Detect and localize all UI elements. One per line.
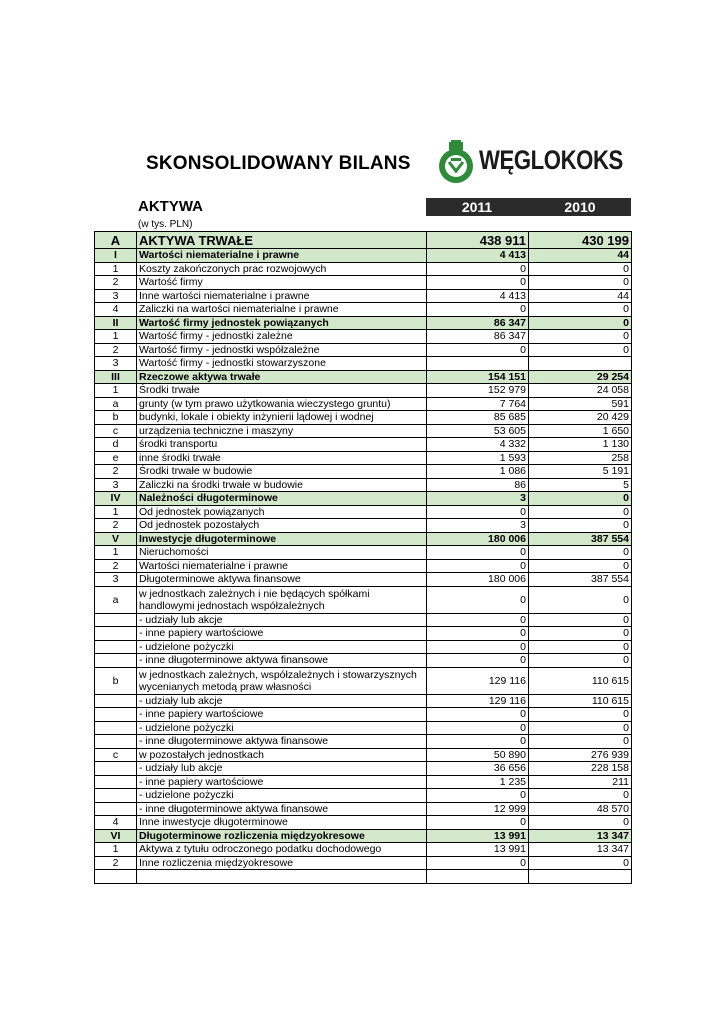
- row-number: IV: [95, 492, 137, 506]
- row-label: Inne inwestycje długoterminowe: [137, 816, 427, 830]
- value-2010: 591: [529, 397, 632, 411]
- row-number: [95, 775, 137, 789]
- table-row: [95, 870, 632, 884]
- row-label: Środki trwałe: [137, 384, 427, 398]
- value-2011: 85 685: [427, 411, 529, 425]
- logo-text: WĘGLOKOKS: [479, 145, 623, 175]
- value-2011: 0: [427, 654, 529, 668]
- row-label: - udziały lub akcje: [137, 613, 427, 627]
- value-2011: 0: [427, 505, 529, 519]
- row-label: Koszty zakończonych prac rozwojowych: [137, 262, 427, 276]
- value-2010: 0: [529, 654, 632, 668]
- row-label: budynki, lokale i obiekty inżynierii lądowej i wodnej: [137, 411, 427, 425]
- table-row: [95, 843, 632, 857]
- table-row: [95, 613, 632, 627]
- value-2010: 258: [529, 451, 632, 465]
- value-2011: 0: [427, 559, 529, 573]
- row-number: V: [95, 532, 137, 546]
- value-2011: 3: [427, 519, 529, 533]
- table-row: [95, 735, 632, 749]
- row-label: urządzenia techniczne i maszyny: [137, 424, 427, 438]
- row-number: b: [95, 411, 137, 425]
- value-2011: 0: [427, 276, 529, 290]
- value-2010: 430 199: [529, 232, 632, 249]
- table-row: [95, 316, 632, 330]
- value-2011: 129 116: [427, 694, 529, 708]
- row-number: 1: [95, 843, 137, 857]
- value-2010: 0: [529, 505, 632, 519]
- row-label: - udzielone pożyczki: [137, 640, 427, 654]
- table-row: [95, 357, 632, 371]
- value-2010: 13 347: [529, 829, 632, 843]
- row-number: c: [95, 424, 137, 438]
- value-2010: 1 130: [529, 438, 632, 452]
- table-row: [95, 289, 632, 303]
- value-2010: 0: [529, 492, 632, 506]
- value-2010: 20 429: [529, 411, 632, 425]
- value-2011: 36 656: [427, 762, 529, 776]
- row-number: 1: [95, 505, 137, 519]
- table-row: [95, 303, 632, 317]
- value-2011: 1 235: [427, 775, 529, 789]
- row-label: AKTYWA TRWAŁE: [137, 232, 427, 249]
- units-note: (w tys. PLN): [138, 219, 193, 230]
- table-row: [95, 694, 632, 708]
- row-number: III: [95, 370, 137, 384]
- row-label: Wartość firmy - jednostki współzależne: [137, 343, 427, 357]
- value-2010: 0: [529, 816, 632, 830]
- table-row: [95, 424, 632, 438]
- year-current: 2011: [461, 199, 493, 215]
- value-2011: 152 979: [427, 384, 529, 398]
- table-row: [95, 802, 632, 816]
- table-row: [95, 708, 632, 722]
- table-row: [95, 816, 632, 830]
- value-2011: 0: [427, 640, 529, 654]
- value-2011: 0: [427, 721, 529, 735]
- row-number: 1: [95, 330, 137, 344]
- row-number: VI: [95, 829, 137, 843]
- table-row: [95, 343, 632, 357]
- row-number: I: [95, 249, 137, 263]
- value-2010: 0: [529, 330, 632, 344]
- row-label: w jednostkach zależnych, współzależnych i stowarzysznych wycenianych metodą praw własności: [137, 667, 427, 694]
- value-2011: 4 332: [427, 438, 529, 452]
- value-2011: 0: [427, 343, 529, 357]
- row-label: Długoterminowe aktywa finansowe: [137, 573, 427, 587]
- table-row: [95, 640, 632, 654]
- row-number: [95, 654, 137, 668]
- row-label: Wartość firmy jednostek powiązanych: [137, 316, 427, 330]
- value-2010: 110 615: [529, 667, 632, 694]
- value-2011: 1 593: [427, 451, 529, 465]
- table-row: [95, 262, 632, 276]
- row-label: Należności długoterminowe: [137, 492, 427, 506]
- row-label: Rzeczowe aktywa trwałe: [137, 370, 427, 384]
- row-number: d: [95, 438, 137, 452]
- row-label: [137, 870, 427, 884]
- value-2010: 44: [529, 249, 632, 263]
- row-label: - udzielone pożyczki: [137, 789, 427, 803]
- row-label: - inne papiery wartościowe: [137, 708, 427, 722]
- value-2011: [427, 357, 529, 371]
- row-number: 2: [95, 856, 137, 870]
- row-number: 3: [95, 357, 137, 371]
- value-2010: 48 570: [529, 802, 632, 816]
- row-number: 2: [95, 276, 137, 290]
- row-label: inne środki trwałe: [137, 451, 427, 465]
- row-label: - inne papiery wartościowe: [137, 775, 427, 789]
- table-row: [95, 775, 632, 789]
- value-2011: 0: [427, 262, 529, 276]
- value-2011: 12 999: [427, 802, 529, 816]
- value-2010: 0: [529, 276, 632, 290]
- row-label: Wartość firmy: [137, 276, 427, 290]
- value-2010: 0: [529, 735, 632, 749]
- row-label: - inne długoterminowe aktywa finansowe: [137, 802, 427, 816]
- row-label: Wartość firmy - jednostki stowarzyszone: [137, 357, 427, 371]
- table-row: [95, 384, 632, 398]
- value-2011: 7 764: [427, 397, 529, 411]
- row-label: - inne papiery wartościowe: [137, 627, 427, 641]
- table-row: [95, 748, 632, 762]
- row-label: Inwestycje długoterminowe: [137, 532, 427, 546]
- row-number: A: [95, 232, 137, 249]
- row-label: Nieruchomości: [137, 546, 427, 560]
- balance-sheet-table: [94, 231, 632, 884]
- section-title: AKTYWA: [138, 198, 203, 215]
- row-number: II: [95, 316, 137, 330]
- row-number: 3: [95, 478, 137, 492]
- value-2010: 211: [529, 775, 632, 789]
- company-emblem-icon: [439, 140, 473, 183]
- row-label: - inne długoterminowe aktywa finansowe: [137, 735, 427, 749]
- table-row: [95, 762, 632, 776]
- table-row: [95, 667, 632, 694]
- table-row: [95, 249, 632, 263]
- table-row: [95, 789, 632, 803]
- row-label: Inne rozliczenia międzyokresowe: [137, 856, 427, 870]
- value-2011: 180 006: [427, 532, 529, 546]
- table-row: [95, 478, 632, 492]
- row-number: [95, 640, 137, 654]
- row-number: 4: [95, 816, 137, 830]
- value-2010: 0: [529, 627, 632, 641]
- row-number: e: [95, 451, 137, 465]
- row-label: Zaliczki na wartości niematerialne i prawne: [137, 303, 427, 317]
- value-2010: 29 254: [529, 370, 632, 384]
- row-label: środki transportu: [137, 438, 427, 452]
- row-number: [95, 694, 137, 708]
- row-number: 3: [95, 289, 137, 303]
- value-2011: 0: [427, 586, 529, 613]
- row-number: a: [95, 397, 137, 411]
- value-2011: 13 991: [427, 829, 529, 843]
- value-2010: 24 058: [529, 384, 632, 398]
- table-row: [95, 232, 632, 249]
- table-row: [95, 532, 632, 546]
- row-number: 1: [95, 384, 137, 398]
- value-2011: 0: [427, 708, 529, 722]
- value-2011: 438 911: [427, 232, 529, 249]
- row-label: - inne długoterminowe aktywa finansowe: [137, 654, 427, 668]
- value-2010: 110 615: [529, 694, 632, 708]
- row-label: - udzielone pożyczki: [137, 721, 427, 735]
- value-2011: 86 347: [427, 330, 529, 344]
- value-2010: 0: [529, 586, 632, 613]
- row-number: [95, 613, 137, 627]
- table-row: [95, 573, 632, 587]
- value-2011: 3: [427, 492, 529, 506]
- row-label: Aktywa z tytułu odroczonego podatku dochodowego: [137, 843, 427, 857]
- value-2010: 228 158: [529, 762, 632, 776]
- value-2011: 180 006: [427, 573, 529, 587]
- row-number: [95, 627, 137, 641]
- table-row: [95, 721, 632, 735]
- row-number: 3: [95, 573, 137, 587]
- value-2011: [427, 870, 529, 884]
- value-2010: 0: [529, 613, 632, 627]
- value-2011: 50 890: [427, 748, 529, 762]
- table-row: [95, 546, 632, 560]
- row-number: 1: [95, 546, 137, 560]
- row-label: Inne wartości niematerialne i prawne: [137, 289, 427, 303]
- table-row: [95, 586, 632, 613]
- year-previous: 2010: [564, 199, 596, 215]
- value-2011: 154 151: [427, 370, 529, 384]
- value-2011: 13 991: [427, 843, 529, 857]
- value-2010: 0: [529, 519, 632, 533]
- row-number: [95, 870, 137, 884]
- value-2010: 13 347: [529, 843, 632, 857]
- row-number: [95, 802, 137, 816]
- value-2011: 4 413: [427, 249, 529, 263]
- value-2010: 0: [529, 721, 632, 735]
- table-row: [95, 829, 632, 843]
- value-2011: 1 086: [427, 465, 529, 479]
- value-2011: 53 605: [427, 424, 529, 438]
- table-row: [95, 438, 632, 452]
- row-number: [95, 708, 137, 722]
- row-number: [95, 789, 137, 803]
- row-label: - udziały lub akcje: [137, 694, 427, 708]
- value-2010: 0: [529, 546, 632, 560]
- table-row: [95, 519, 632, 533]
- value-2010: 5 191: [529, 465, 632, 479]
- value-2010: 387 554: [529, 573, 632, 587]
- value-2010: [529, 870, 632, 884]
- value-2011: 0: [427, 303, 529, 317]
- row-label: Wartości niematerialne i prawne: [137, 249, 427, 263]
- table-row: [95, 276, 632, 290]
- value-2010: 1 650: [529, 424, 632, 438]
- table-row: [95, 627, 632, 641]
- table-row: [95, 397, 632, 411]
- row-number: c: [95, 748, 137, 762]
- row-number: 2: [95, 343, 137, 357]
- table-row: [95, 370, 632, 384]
- value-2011: 129 116: [427, 667, 529, 694]
- value-2010: 276 939: [529, 748, 632, 762]
- value-2011: 0: [427, 627, 529, 641]
- value-2011: 0: [427, 546, 529, 560]
- table-row: [95, 856, 632, 870]
- row-label: Środki trwałe w budowie: [137, 465, 427, 479]
- value-2011: 0: [427, 613, 529, 627]
- row-number: [95, 762, 137, 776]
- value-2010: 0: [529, 708, 632, 722]
- value-2010: 0: [529, 559, 632, 573]
- table-row: [95, 411, 632, 425]
- table-row: [95, 505, 632, 519]
- table-row: [95, 465, 632, 479]
- row-number: 4: [95, 303, 137, 317]
- row-label: w pozostałych jednostkach: [137, 748, 427, 762]
- table-row: [95, 492, 632, 506]
- value-2011: 0: [427, 816, 529, 830]
- row-label: Od jednostek powiązanych: [137, 505, 427, 519]
- row-label: grunty (w tym prawo użytkowania wieczystego gruntu): [137, 397, 427, 411]
- value-2011: 0: [427, 735, 529, 749]
- row-number: 1: [95, 262, 137, 276]
- row-label: - udziały lub akcje: [137, 762, 427, 776]
- value-2010: [529, 357, 632, 371]
- row-label: Zaliczki na środki trwałe w budowie: [137, 478, 427, 492]
- row-number: 2: [95, 519, 137, 533]
- value-2010: 0: [529, 343, 632, 357]
- table-row: [95, 451, 632, 465]
- row-label: Od jednostek pozostałych: [137, 519, 427, 533]
- value-2010: 0: [529, 316, 632, 330]
- table-row: [95, 330, 632, 344]
- year-header-bar: [426, 198, 631, 216]
- row-label: Wartość firmy - jednostki zależne: [137, 330, 427, 344]
- row-number: b: [95, 667, 137, 694]
- row-label: w jednostkach zależnych i nie będących spółkami handlowymi jednostach współzależnych: [137, 586, 427, 613]
- value-2010: 44: [529, 289, 632, 303]
- value-2010: 0: [529, 303, 632, 317]
- table-row: [95, 559, 632, 573]
- value-2010: 0: [529, 789, 632, 803]
- value-2010: 5: [529, 478, 632, 492]
- value-2011: 86: [427, 478, 529, 492]
- value-2010: 0: [529, 262, 632, 276]
- row-label: Wartości niematerialne i prawne: [137, 559, 427, 573]
- row-number: [95, 735, 137, 749]
- value-2010: 0: [529, 856, 632, 870]
- table-row: [95, 654, 632, 668]
- row-number: 2: [95, 465, 137, 479]
- value-2011: 86 347: [427, 316, 529, 330]
- value-2011: 0: [427, 789, 529, 803]
- value-2010: 0: [529, 640, 632, 654]
- value-2011: 4 413: [427, 289, 529, 303]
- page-title: SKONSOLIDOWANY BILANS: [146, 153, 411, 174]
- row-number: a: [95, 586, 137, 613]
- row-number: 2: [95, 559, 137, 573]
- value-2010: 387 554: [529, 532, 632, 546]
- row-label: Długoterminowe rozliczenia międzyokresowe: [137, 829, 427, 843]
- row-number: [95, 721, 137, 735]
- value-2011: 0: [427, 856, 529, 870]
- balance-sheet-body: [95, 232, 632, 884]
